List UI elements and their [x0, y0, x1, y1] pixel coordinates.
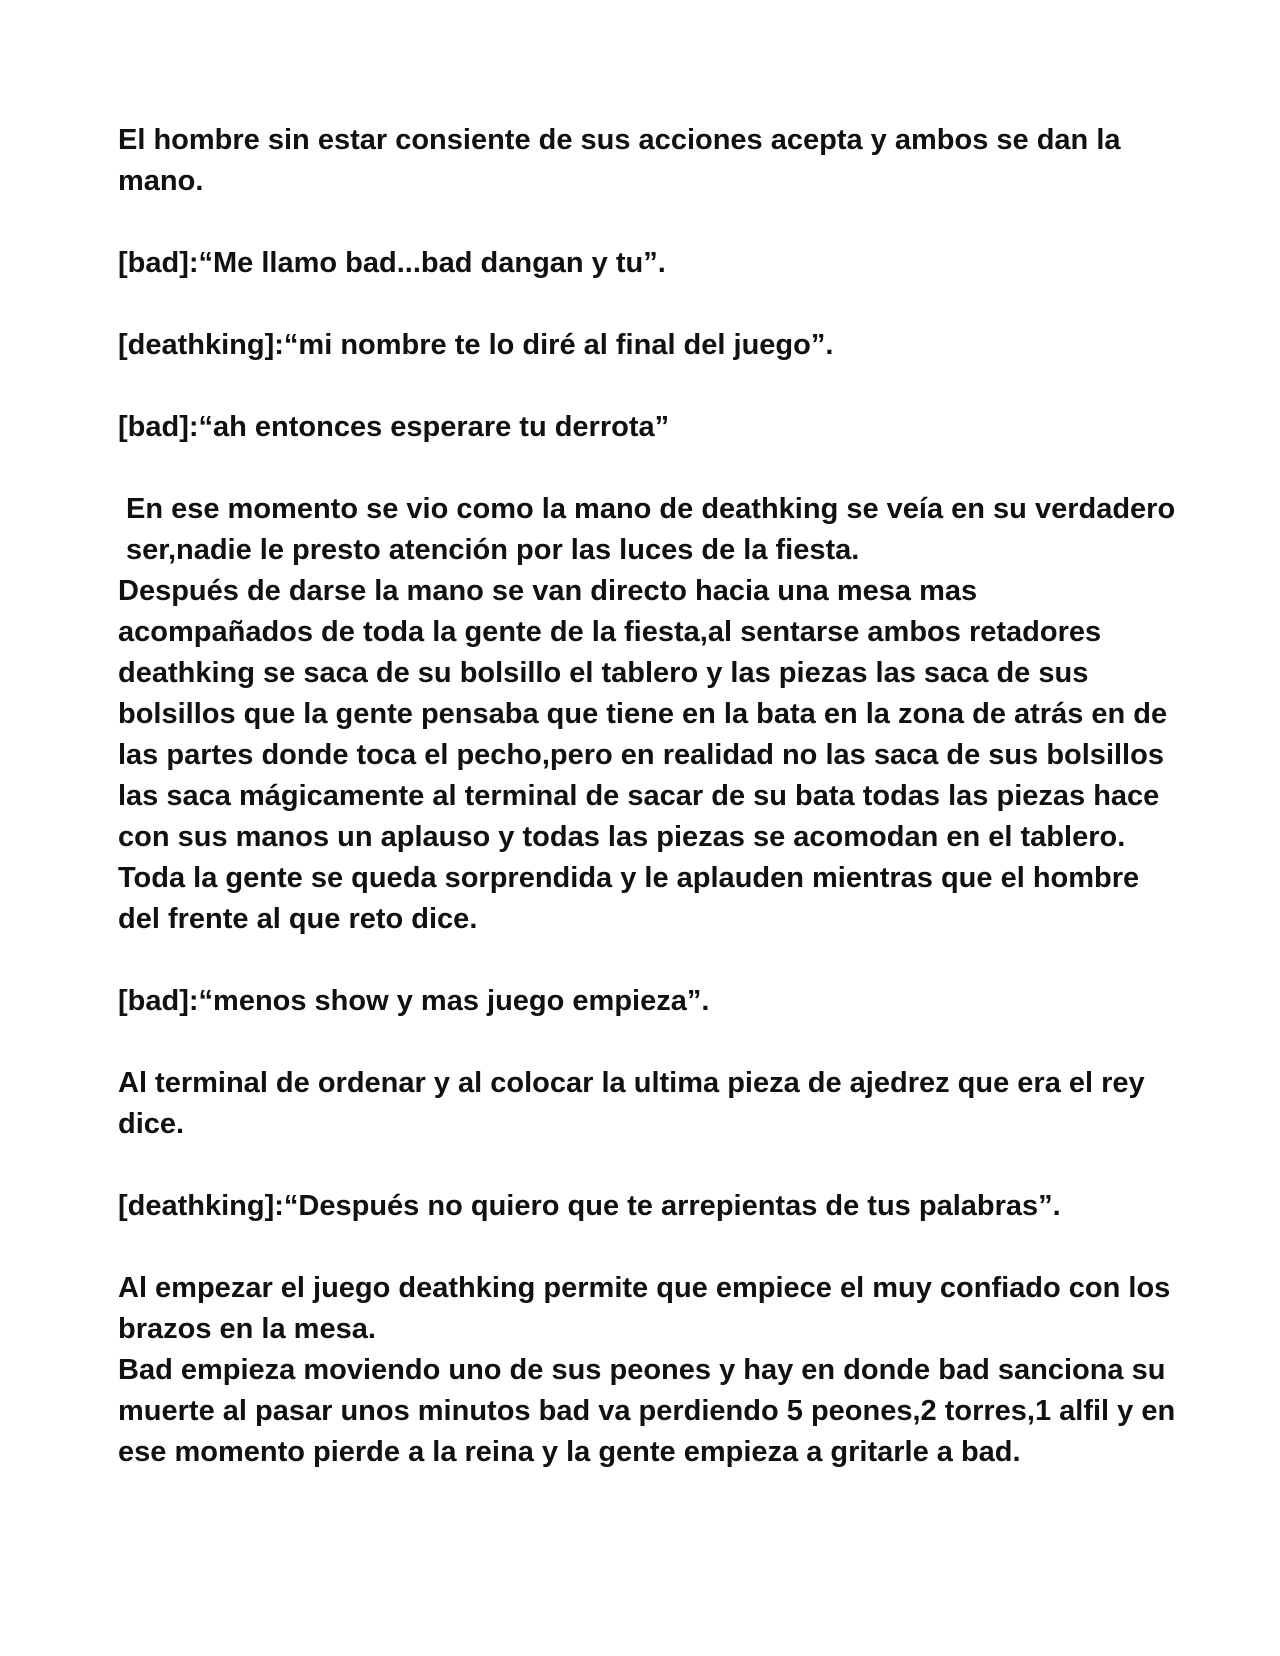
paragraph-gap	[118, 1145, 1180, 1186]
paragraph-gap	[118, 202, 1180, 243]
paragraph-gap	[118, 366, 1180, 407]
dialogue-line: [bad]:“menos show y mas juego empieza”.	[118, 985, 710, 1017]
paragraph-gap	[118, 1227, 1180, 1268]
narration-paragraph: En ese momento se vio como la mano de deathking se veía en su verdadero ser,nadie le presto atención por las luces de la fiesta.	[126, 493, 1184, 566]
paragraph-gap	[118, 448, 1180, 489]
paragraph-gap	[118, 940, 1180, 981]
paragraph-gap	[118, 1022, 1180, 1063]
dialogue-line: [deathking]:“mi nombre te lo diré al final del juego”.	[118, 329, 834, 361]
narration-paragraph: Después de darse la mano se van directo hacia una mesa mas acompañados de toda la gente de la fiesta,al sentarse ambos retadores deathking se saca de su bolsillo el tablero y las piezas las saca de sus bolsillos que la gente pensaba que tiene en la bata en la zona de atrás en de las partes donde toca el pecho,pero en realidad no las saca de sus bolsillos las saca mágicamente al terminal de sacar de su bata todas las piezas hace con sus manos un aplauso y todas las piezas se acomodan en el tablero.	[118, 575, 1176, 853]
narration-paragraph: El hombre sin estar consiente de sus acciones acepta y ambos se dan la mano.	[118, 124, 1129, 197]
dialogue-line: [bad]:“Me llamo bad...bad dangan y tu”.	[118, 247, 666, 279]
narration-paragraph: Bad empieza moviendo uno de sus peones y hay en donde bad sanciona su muerte al pasar unos minutos bad va perdiendo 5 peones,2 torres,1 alfil y en ese momento pierde a la reina y la gente empieza a gritarle a bad.	[118, 1354, 1184, 1468]
narration-paragraph: Al terminal de ordenar y al colocar la ultima pieza de ajedrez que era el rey dice.	[118, 1067, 1153, 1140]
narration-paragraph: Toda la gente se queda sorprendida y le aplauden mientras que el hombre del frente al que reto dice.	[118, 862, 1148, 935]
dialogue-line: [deathking]:“Después no quiero que te arrepientas de tus palabras”.	[118, 1190, 1061, 1222]
dialogue-line: [bad]:“ah entonces esperare tu derrota”	[118, 411, 670, 443]
narration-paragraph: Al empezar el juego deathking permite que empiece el muy confiado con los brazos en la mesa.	[118, 1272, 1179, 1345]
paragraph-gap	[118, 284, 1180, 325]
